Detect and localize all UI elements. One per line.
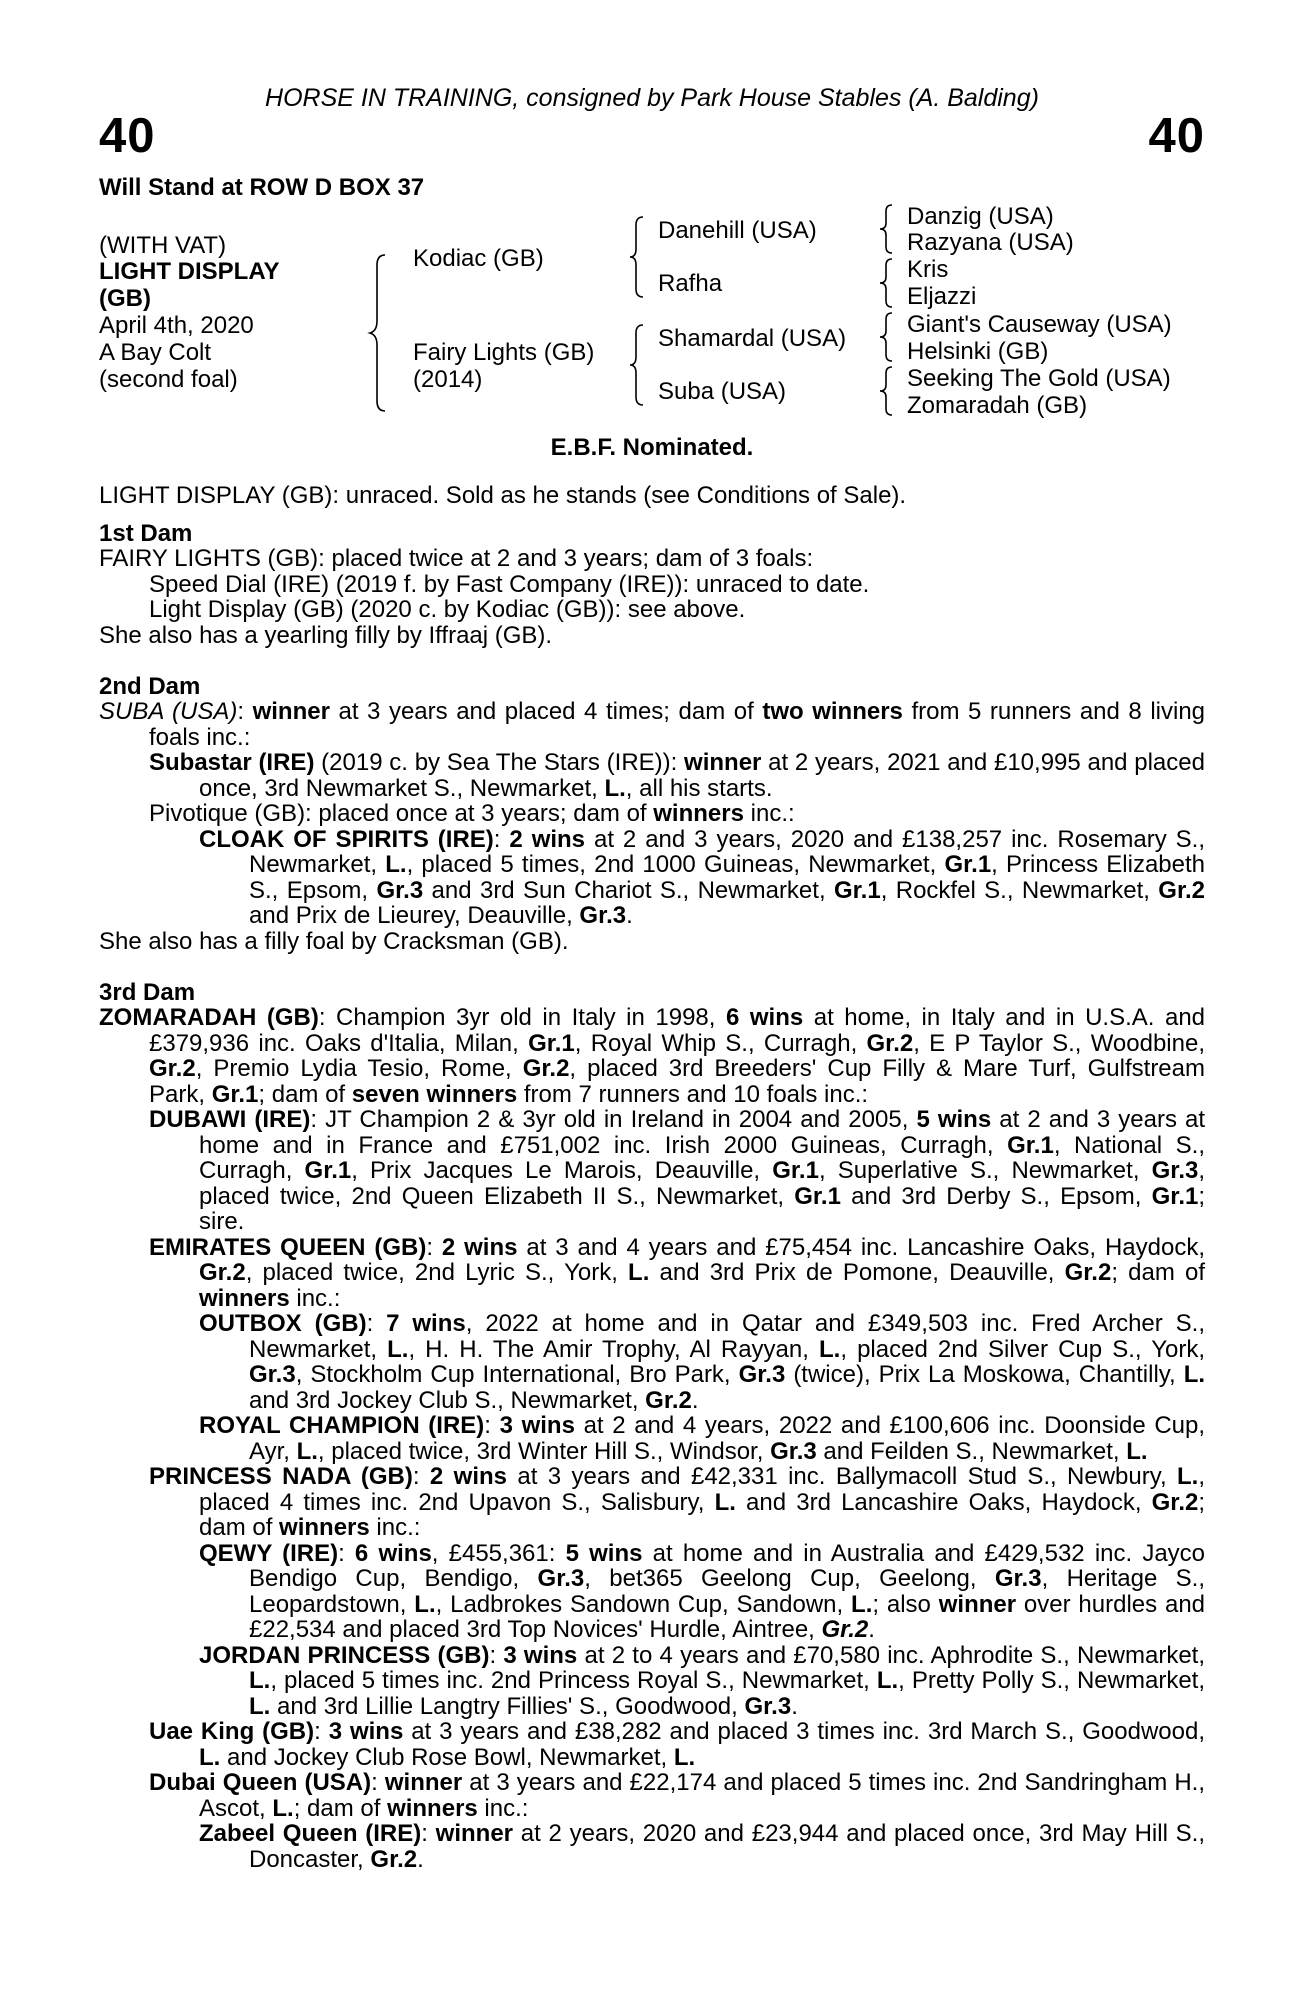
progeny-jordan-princess: JORDAN PRINCESS (GB): 3 wins at 2 to 4 years and £70,580 inc. Aphrodite S., Newmarket, L., placed 5 times inc. 2nd Princess Royal S., Newmarket, L., Pretty Polly S., Newmarket, L. and 3rd Lillie Langtry Fillies' S., Goodwood, Gr.3. <box>199 1641 1206 1720</box>
sire-parents-brace <box>627 215 647 299</box>
dam-foaled: (2014) <box>413 366 483 393</box>
lot-number-left: 40 <box>99 109 156 163</box>
dam-sire: Shamardal (USA) <box>658 325 847 352</box>
gg-brace-1 <box>877 203 895 255</box>
horse-name-country: (GB) <box>99 285 151 312</box>
progeny-outbox: OUTBOX (GB): 7 wins, 2022 at home and in Qatar and £349,503 inc. Fred Archer S., Newmarket, L., H. H. The Amir Trophy, Al Rayyan, L., placed 2nd Silver Cup S., York, Gr.3, Stockholm Cup International, Bro Park, Gr.3 (twice), Prix La Moskowa, Chantilly, L. and 3rd Jockey Club S., Newmarket, Gr.2. <box>199 1310 1206 1414</box>
vat-note: (WITH VAT) <box>99 232 227 259</box>
horse-name: LIGHT DISPLAY <box>99 258 280 285</box>
first-dam-note: She also has a yearling filly by Iffraaj (GB). <box>99 621 553 649</box>
gg-sds: Kris <box>907 256 949 283</box>
gg-ddd: Zomaradah (GB) <box>907 392 1088 419</box>
sire: Kodiac (GB) <box>413 245 544 272</box>
gg-dsd: Helsinki (GB) <box>907 338 1049 365</box>
progeny-dubawi: DUBAWI (IRE): JT Champion 2 & 3yr old in Ireland in 2004 and 2005, 5 wins at 2 and 3 years at home and in France and £751,002 inc. Irish 2000 Guineas, Curragh, Gr.1, National S., Curragh, Gr.1, Prix Jacques Le Marois, Deauville, Gr.1, Superlative S., Newmarket, Gr.3, placed twice, 2nd Queen Elizabeth II S., Newmarket, Gr.1 and 3rd Derby S., Epsom, Gr.1; sire. <box>149 1106 1206 1235</box>
first-dam-heading: 1st Dam <box>99 519 193 547</box>
horse-dob: April 4th, 2020 <box>99 312 254 339</box>
gg-brace-2 <box>877 257 895 309</box>
progeny-cloak-of-spirits: CLOAK OF SPIRITS (IRE): 2 wins at 2 and 3 years, 2020 and £138,257 inc. Rosemary S., Newmarket, L., placed 5 times, 2nd 1000 Guineas, Newmarket, Gr.1, Princess Elizabeth S., Epsom, Gr.3 and 3rd Sun Chariot S., Newmarket, Gr.1, Rockfel S., Newmarket, Gr.2 and Prix de Lieurey, Deauville, Gr.3. <box>199 825 1206 929</box>
progeny-qewy: QEWY (IRE): 6 wins, £455,361: 5 wins at home and in Australia and £429,532 inc. Jayco Bendigo Cup, Bendigo, Gr.3, bet365 Geelong Cup, Geelong, Gr.3, Heritage S., Leopardstown, L., Ladbrokes Sandown Cup, Sandown, L.; also winner over hurdles and £22,534 and placed 3rd Top Novices' Hurdle, Aintree, Gr.2. <box>199 1539 1206 1643</box>
progeny-pivotique: Pivotique (GB): placed once at 3 years; dam of winners inc.: <box>149 800 795 827</box>
pedigree-table <box>99 205 1205 430</box>
gg-dss: Giant's Causeway (USA) <box>907 311 1172 338</box>
third-dam-zomaradah: ZOMARADAH (GB): Champion 3yr old in Italy in 1998, 6 wins at home, in Italy and in U.S.A. and £379,936 inc. Oaks d'Italia, Milan, Gr.1, Royal Whip S., Curragh, Gr.2, E P Taylor S., Woodbine, Gr.2, Premio Lydia Tesio, Rome, Gr.2, placed 3rd Breeders' Cup Filly & Mare Turf, Gulfstream Park, Gr.1; dam of seven winners from 7 runners and 10 foals inc.: <box>99 1004 1206 1108</box>
ebf-nominated: E.B.F. Nominated. <box>550 434 754 461</box>
race-summary: LIGHT DISPLAY (GB): unraced. Sold as he stands (see Conditions of Sale). <box>99 482 907 509</box>
third-dam-heading: 3rd Dam <box>99 978 196 1006</box>
catalogue-body <box>99 483 1205 1872</box>
gg-brace-4 <box>877 365 895 417</box>
sire-dam: Rafha <box>658 270 723 297</box>
progeny-emirates-queen: EMIRATES QUEEN (GB): 2 wins at 3 and 4 years and £75,454 inc. Lancashire Oaks, Haydock, Gr.2, placed twice, 2nd Lyric S., York, L. and 3rd Prix de Pomone, Deauville, Gr.2; dam of winners inc.: <box>149 1233 1205 1312</box>
first-dam-foal-2: Light Display (GB) (2020 c. by Kodiac (GB)): see above. <box>149 596 746 623</box>
progeny-royal-champion: ROYAL CHAMPION (IRE): 3 wins at 2 and 4 years, 2022 and £100,606 inc. Doonside Cup, Ayr, L., placed twice, 3rd Winter Hill S., Windsor, Gr.3 and Feilden S., Newmarket, L. <box>199 1412 1206 1465</box>
gg-sss: Danzig (USA) <box>907 203 1054 230</box>
gg-brace-3 <box>877 311 895 363</box>
consignment-line: HORSE IN TRAINING, consigned by Park House Stables (A. Balding) <box>265 84 1039 112</box>
progeny-uae-king: Uae King (GB): 3 wins at 3 years and £38,282 and placed 3 times inc. 3rd March S., Goodwood, L. and Jockey Club Rose Bowl, Newmarket, L. <box>149 1718 1206 1771</box>
progeny-dubai-queen: Dubai Queen (USA): winner at 3 years and £22,174 and placed 5 times inc. 2nd Sandringham H., Ascot, L.; dam of winners inc.: <box>149 1769 1206 1822</box>
stand-location: Will Stand at ROW D BOX 37 <box>99 174 425 201</box>
dam: Fairy Lights (GB) <box>413 339 595 366</box>
gg-ssd: Razyana (USA) <box>907 229 1074 256</box>
lot-number-right: 40 <box>1148 109 1205 163</box>
gg-sdd: Eljazzi <box>907 283 977 310</box>
progeny-zabeel-queen: Zabeel Queen (IRE): winner at 2 years, 2020 and £23,944 and placed once, 3rd May Hill S., Doncaster, Gr.2. <box>199 1820 1205 1873</box>
progeny-subastar: Subastar (IRE) (2019 c. by Sea The Stars (IRE)): winner at 2 years, 2021 and £10,995 and placed once, 3rd Newmarket S., Newmarket, L., all his starts. <box>149 749 1205 802</box>
second-dam-heading: 2nd Dam <box>99 672 201 700</box>
gg-dds: Seeking The Gold (USA) <box>907 365 1171 392</box>
second-dam-intro: SUBA (USA): winner at 3 years and placed 4 times; dam of two winners from 5 runners and 8 living foals inc.: <box>99 698 1206 751</box>
progeny-princess-nada: PRINCESS NADA (GB): 2 wins at 3 years and £42,331 inc. Ballymacoll Stud S., Newbury, L., placed 4 times inc. 2nd Upavon S., Salisbury, L. and 3rd Lancashire Oaks, Haydock, Gr.2; dam of winners inc.: <box>149 1463 1206 1541</box>
dam-parents-brace <box>627 323 647 407</box>
parents-brace <box>367 253 389 413</box>
first-dam-intro: FAIRY LIGHTS (GB): placed twice at 2 and 3 years; dam of 3 foals: <box>99 545 814 572</box>
dam-dam: Suba (USA) <box>658 378 787 405</box>
second-dam-note: She also has a filly foal by Cracksman (GB). <box>99 927 569 955</box>
sire-sire: Danehill (USA) <box>658 217 817 244</box>
first-dam-foal-1: Speed Dial (IRE) (2019 f. by Fast Company (IRE)): unraced to date. <box>149 570 870 598</box>
horse-foal: (second foal) <box>99 366 238 393</box>
horse-sex: A Bay Colt <box>99 339 212 366</box>
second-dam-name: SUBA (USA) <box>99 698 238 725</box>
